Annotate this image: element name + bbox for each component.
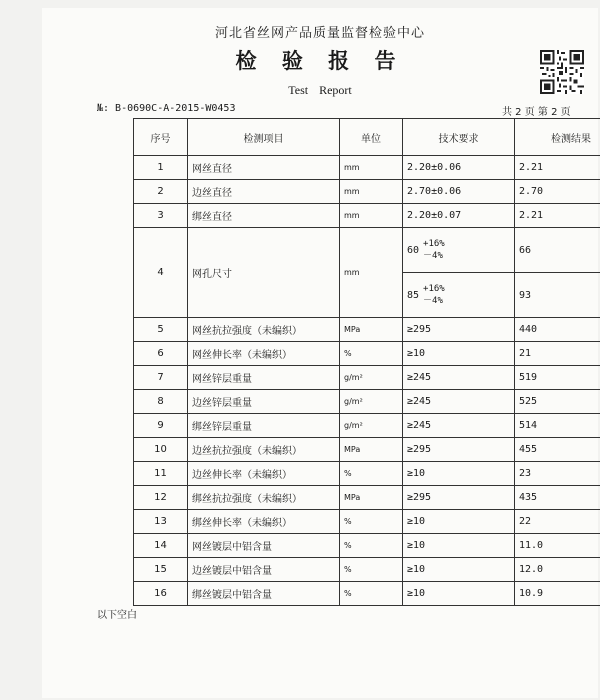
row-number: 9 xyxy=(134,414,188,438)
unit: mm xyxy=(340,228,403,318)
table-row xyxy=(134,156,600,180)
requirement-mesh-85 xyxy=(403,273,515,318)
requirement: 2.20±0.06 xyxy=(403,156,515,180)
test-item: 边丝直径 xyxy=(188,180,340,204)
table-row xyxy=(134,582,600,606)
requirement: ≥245 xyxy=(403,414,515,438)
unit: % xyxy=(340,462,403,486)
unit: g/m² xyxy=(340,414,403,438)
row-number: 12 xyxy=(134,486,188,510)
column-header-item: 检测项目 xyxy=(188,119,340,156)
table-row xyxy=(134,342,600,366)
table-row xyxy=(134,462,600,486)
unit: MPa xyxy=(340,318,403,342)
requirement: ≥10 xyxy=(403,462,515,486)
column-header-result: 检测结果 xyxy=(515,119,600,156)
report-number: №: B-0690C-A-2015-W0453 xyxy=(97,103,236,114)
row-number: 2 xyxy=(134,180,188,204)
unit: % xyxy=(340,558,403,582)
result: 10.9 xyxy=(515,582,600,606)
requirement: ≥295 xyxy=(403,438,515,462)
result: 2.21 xyxy=(515,204,600,228)
unit: mm xyxy=(340,204,403,228)
tolerance xyxy=(423,283,445,307)
table-row xyxy=(134,510,600,534)
result: 21 xyxy=(515,342,600,366)
requirement: ≥10 xyxy=(403,342,515,366)
row-number: 7 xyxy=(134,366,188,390)
result: 23 xyxy=(515,462,600,486)
row-number: 3 xyxy=(134,204,188,228)
tolerance xyxy=(423,238,445,262)
table-row xyxy=(134,414,600,438)
unit: % xyxy=(340,342,403,366)
test-item: 网丝抗拉强度（未编织） xyxy=(188,318,340,342)
test-item: 边丝伸长率（未编织） xyxy=(188,462,340,486)
requirement: ≥245 xyxy=(403,366,515,390)
tolerance-upper: +16% xyxy=(423,239,445,249)
unit: g/m² xyxy=(340,390,403,414)
table-row xyxy=(134,180,600,204)
requirement: 2.20±0.07 xyxy=(403,204,515,228)
row-number: 5 xyxy=(134,318,188,342)
test-item: 网孔尺寸 xyxy=(188,228,340,318)
test-item: 边丝锌层重量 xyxy=(188,390,340,414)
test-item: 绑丝抗拉强度（未编织） xyxy=(188,486,340,510)
unit: % xyxy=(340,582,403,606)
unit: % xyxy=(340,510,403,534)
requirement: 2.70±0.06 xyxy=(403,180,515,204)
column-header-no: 序号 xyxy=(134,119,188,156)
page-indicator: 共 2 页 第 2 页 xyxy=(502,107,571,118)
requirement: ≥295 xyxy=(403,318,515,342)
table-row xyxy=(134,366,600,390)
unit: g/m² xyxy=(340,366,403,390)
table-row xyxy=(134,486,600,510)
result: 519 xyxy=(515,366,600,390)
column-header-requirement: 技术要求 xyxy=(403,119,515,156)
requirement: ≥295 xyxy=(403,486,515,510)
requirement: ≥10 xyxy=(403,510,515,534)
end-note: 以下空白 xyxy=(97,610,137,621)
unit: MPa xyxy=(340,438,403,462)
result: 2.70 xyxy=(515,180,600,204)
report-title: 检 验 报 告 xyxy=(235,48,405,73)
row-number: 14 xyxy=(134,534,188,558)
row-number: 6 xyxy=(134,342,188,366)
test-item: 网丝锌层重量 xyxy=(188,366,340,390)
unit: % xyxy=(340,534,403,558)
result: 11.0 xyxy=(515,534,600,558)
row-number: 8 xyxy=(134,390,188,414)
result: 2.21 xyxy=(515,156,600,180)
row-number: 15 xyxy=(134,558,188,582)
row-number: 16 xyxy=(134,582,188,606)
table-row xyxy=(134,228,600,273)
test-item: 绑丝伸长率（未编织） xyxy=(188,510,340,534)
table-row xyxy=(134,390,600,414)
test-item: 绑丝直径 xyxy=(188,204,340,228)
result: 525 xyxy=(515,390,600,414)
result: 22 xyxy=(515,510,600,534)
result: 66 xyxy=(515,228,600,273)
table-row xyxy=(134,204,600,228)
test-item: 绑丝镀层中铝含量 xyxy=(188,582,340,606)
table-row xyxy=(134,318,600,342)
column-header-unit: 单位 xyxy=(340,119,403,156)
result: 93 xyxy=(515,273,600,318)
tolerance-upper: +16% xyxy=(423,284,445,294)
test-item: 网丝镀层中铝含量 xyxy=(188,534,340,558)
table-row xyxy=(134,438,600,462)
test-results-table xyxy=(133,118,600,606)
organization-name: 河北省丝网产品质量监督检验中心 xyxy=(214,26,425,41)
test-item: 边丝抗拉强度（未编织） xyxy=(188,438,340,462)
nominal-size: 85 xyxy=(407,290,420,301)
row-number: 13 xyxy=(134,510,188,534)
requirement: ≥10 xyxy=(403,558,515,582)
row-number: 10 xyxy=(134,438,188,462)
result: 455 xyxy=(515,438,600,462)
result: 435 xyxy=(515,486,600,510)
result: 12.0 xyxy=(515,558,600,582)
test-item: 绑丝锌层重量 xyxy=(188,414,340,438)
unit: mm xyxy=(340,180,403,204)
test-item: 网丝伸长率（未编织） xyxy=(188,342,340,366)
requirement-mesh-60 xyxy=(403,228,515,273)
result: 440 xyxy=(515,318,600,342)
row-number: 1 xyxy=(134,156,188,180)
requirement: ≥245 xyxy=(403,390,515,414)
report-subtitle: Test Report xyxy=(288,83,352,97)
qr-code-icon xyxy=(540,50,584,94)
row-number: 4 xyxy=(134,228,188,318)
test-item: 网丝直径 xyxy=(188,156,340,180)
unit: MPa xyxy=(340,486,403,510)
result: 514 xyxy=(515,414,600,438)
unit: mm xyxy=(340,156,403,180)
tolerance-lower: －4% xyxy=(423,251,443,261)
requirement: ≥10 xyxy=(403,582,515,606)
table-row xyxy=(134,558,600,582)
table-header-row xyxy=(134,119,600,156)
nominal-size: 60 xyxy=(407,245,420,256)
test-item: 边丝镀层中铝含量 xyxy=(188,558,340,582)
requirement: ≥10 xyxy=(403,534,515,558)
row-number: 11 xyxy=(134,462,188,486)
table-row xyxy=(134,534,600,558)
tolerance-lower: －4% xyxy=(423,296,443,306)
report-page xyxy=(42,8,598,698)
